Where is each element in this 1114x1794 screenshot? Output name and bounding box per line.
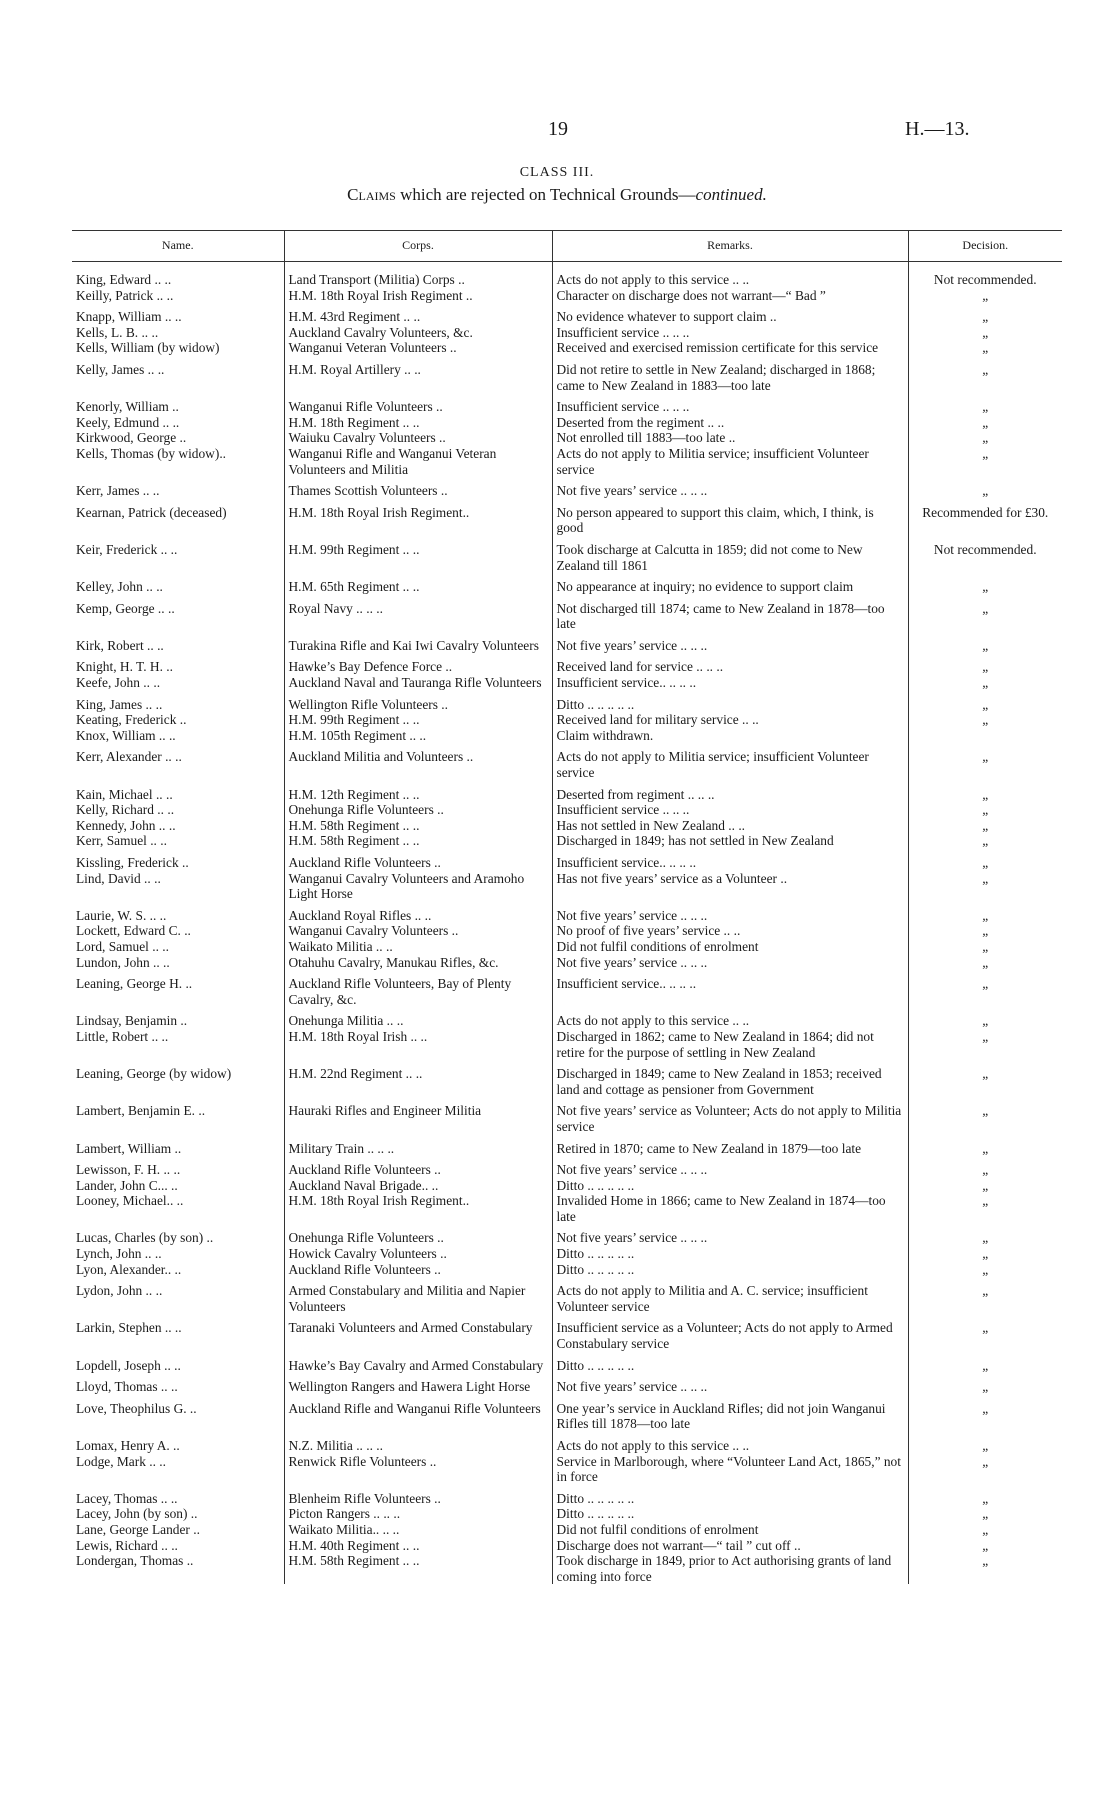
- cell-decision: „: [982, 399, 989, 415]
- cell-decision: [908, 728, 1062, 744]
- cell-corps: H.M. Royal Artillery .. ..: [284, 356, 552, 393]
- cell-corps: H.M. 58th Regiment .. ..: [284, 833, 552, 849]
- cell-name: Keely, Edmund .. ..: [72, 415, 284, 431]
- cell-decision: „: [982, 309, 989, 325]
- cell-remarks: Invalided Home in 1866; came to New Zealand in 1874—too late: [552, 1193, 908, 1224]
- cell-name: Lucas, Charles (by son) ..: [72, 1224, 284, 1246]
- cell-corps: Auckland Rifle and Wanganui Rifle Volunteers: [284, 1395, 552, 1432]
- cell-name: Keilly, Patrick .. ..: [72, 288, 284, 304]
- cell-name: Keir, Frederick .. ..: [72, 536, 284, 573]
- table-row: [72, 415, 1062, 431]
- cell-decision: „: [982, 430, 989, 446]
- cell-decision: „: [982, 855, 989, 870]
- cell-remarks: Not five years’ service .. .. ..: [552, 955, 908, 971]
- cell-remarks: Ditto .. .. .. .. ..: [552, 1352, 908, 1374]
- cell-decision: „: [982, 1537, 989, 1553]
- cell-decision: „: [982, 287, 989, 303]
- cell-corps: Waikato Militia.. .. ..: [284, 1522, 552, 1538]
- table-title: [0, 185, 1114, 205]
- cell-remarks: Discharged in 1862; came to New Zealand in 1864; did not retire for the purpose of settling in New Zealand: [552, 1029, 908, 1060]
- cell-remarks: Ditto .. .. .. .. ..: [552, 1178, 908, 1194]
- table-row: [72, 303, 1062, 325]
- page-number: 19: [548, 118, 568, 140]
- cell-name: Looney, Michael.. ..: [72, 1193, 284, 1224]
- table-row: [72, 1029, 1062, 1060]
- table-row: [72, 955, 1062, 971]
- cell-name: King, James .. ..: [72, 691, 284, 713]
- cell-remarks: No appearance at inquiry; no evidence to support claim: [552, 573, 908, 595]
- table-row: [72, 712, 1062, 728]
- cell-name: Kirkwood, George ..: [72, 430, 284, 446]
- cell-remarks: Did not fulfil conditions of enrolment: [552, 1522, 908, 1538]
- cell-decision: „: [982, 1246, 989, 1262]
- cell-decision: „: [982, 600, 989, 616]
- cell-name: Lopdell, Joseph .. ..: [72, 1352, 284, 1374]
- cell-decision: „: [982, 817, 989, 833]
- cell-remarks: Received and exercised remission certificate for this service: [552, 340, 908, 356]
- cell-name: Kennedy, John .. ..: [72, 818, 284, 834]
- cell-decision: „: [982, 1013, 989, 1029]
- column-header-decision: Decision.: [908, 231, 1062, 262]
- cell-corps: H.M. 99th Regiment .. ..: [284, 536, 552, 573]
- cell-decision: „: [982, 637, 989, 653]
- cell-decision: „: [982, 1453, 989, 1469]
- cell-name: Knox, William .. ..: [72, 728, 284, 744]
- cell-corps: Blenheim Rifle Volunteers ..: [284, 1485, 552, 1507]
- table-row: [72, 325, 1062, 341]
- cell-decision: „: [982, 1400, 989, 1416]
- table-row: [72, 691, 1062, 713]
- cell-corps: N.Z. Militia .. .. ..: [284, 1432, 552, 1454]
- cell-name: Lind, David .. ..: [72, 871, 284, 902]
- cell-corps: H.M. 99th Regiment .. ..: [284, 712, 552, 728]
- cell-corps: Waiuku Cavalry Volunteers ..: [284, 430, 552, 446]
- cell-name: King, Edward .. ..: [72, 272, 284, 288]
- table-row: [72, 1178, 1062, 1194]
- cell-decision: „: [982, 923, 989, 939]
- cell-decision: „: [982, 1521, 989, 1537]
- cell-decision: „: [982, 1357, 989, 1373]
- column-header-name: Name.: [72, 231, 284, 262]
- table-row: [72, 802, 1062, 818]
- cell-corps: Military Train .. .. ..: [284, 1135, 552, 1157]
- cell-corps: Wellington Rangers and Hawera Light Horse: [284, 1373, 552, 1395]
- cell-name: Lloyd, Thomas .. ..: [72, 1373, 284, 1395]
- cell-corps: Auckland Royal Rifles .. ..: [284, 902, 552, 924]
- cell-corps: H.M. 18th Royal Irish Regiment ..: [284, 288, 552, 304]
- claims-word: Claims: [347, 185, 396, 204]
- cell-remarks: Acts do not apply to this service .. ..: [552, 1007, 908, 1029]
- cell-corps: Howick Cavalry Volunteers ..: [284, 1246, 552, 1262]
- cell-decision: „: [982, 414, 989, 430]
- cell-decision: „: [982, 1177, 989, 1193]
- cell-name: Lynch, John .. ..: [72, 1246, 284, 1262]
- cell-remarks: Not five years’ service .. .. ..: [552, 1156, 908, 1178]
- cell-remarks: Has not settled in New Zealand .. ..: [552, 818, 908, 834]
- table-row: [72, 675, 1062, 691]
- cell-decision: „: [982, 1283, 989, 1299]
- cell-remarks: One year’s service in Auckland Rifles; did not join Wanganui Rifles till 1878—too late: [552, 1395, 908, 1432]
- cell-remarks: Insufficient service .. .. ..: [552, 393, 908, 415]
- cell-corps: Waikato Militia .. ..: [284, 939, 552, 955]
- table-row: [72, 1224, 1062, 1246]
- cell-decision: „: [982, 1320, 989, 1336]
- cell-decision: „: [982, 1028, 989, 1044]
- cell-name: Kells, L. B. .. ..: [72, 325, 284, 341]
- cell-name: Lockett, Edward C. ..: [72, 923, 284, 939]
- cell-decision: „: [982, 749, 989, 765]
- spacer-row: [72, 262, 1062, 273]
- cell-remarks: Discharged in 1849; came to New Zealand in 1853; received land and cottage as pensioner from Government: [552, 1060, 908, 1097]
- table-row: [72, 743, 1062, 780]
- cell-corps: Picton Rangers .. .. ..: [284, 1506, 552, 1522]
- cell-name: Lodge, Mark .. ..: [72, 1454, 284, 1485]
- cell-decision: „: [982, 696, 989, 712]
- cell-corps: Armed Constabulary and Militia and Napier Volunteers: [284, 1277, 552, 1314]
- table-row: [72, 1097, 1062, 1134]
- cell-decision: „: [982, 802, 989, 818]
- cell-decision: „: [982, 870, 989, 886]
- cell-remarks: Ditto .. .. .. .. ..: [552, 1506, 908, 1522]
- header-row: [72, 231, 1062, 262]
- cell-corps: Hauraki Rifles and Engineer Militia: [284, 1097, 552, 1134]
- cell-decision: „: [982, 1490, 989, 1506]
- cell-decision: „: [982, 786, 989, 802]
- cell-remarks: Character on discharge does not warrant—“ Bad ”: [552, 288, 908, 304]
- cell-decision: „: [982, 1553, 989, 1569]
- claims-continued: continued.: [695, 185, 767, 204]
- cell-name: Kemp, George .. ..: [72, 595, 284, 632]
- cell-decision: „: [982, 1379, 989, 1395]
- cell-remarks: Received land for military service .. ..: [552, 712, 908, 728]
- cell-decision: „: [982, 954, 989, 970]
- table-row: [72, 632, 1062, 654]
- cell-name: Kerr, Samuel .. ..: [72, 833, 284, 849]
- cell-name: Lindsay, Benjamin ..: [72, 1007, 284, 1029]
- cell-remarks: Insufficient service.. .. .. ..: [552, 675, 908, 691]
- cell-name: Lambert, Benjamin E. ..: [72, 1097, 284, 1134]
- cell-remarks: No proof of five years’ service .. ..: [552, 923, 908, 939]
- cell-corps: Renwick Rifle Volunteers ..: [284, 1454, 552, 1485]
- cell-remarks: Took discharge at Calcutta in 1859; did not come to New Zealand till 1861: [552, 536, 908, 573]
- cell-corps: H.M. 105th Regiment .. ..: [284, 728, 552, 744]
- cell-name: Kissling, Frederick ..: [72, 849, 284, 871]
- table-row: [72, 1506, 1062, 1522]
- cell-corps: H.M. 12th Regiment .. ..: [284, 781, 552, 803]
- cell-name: Kerr, James .. ..: [72, 477, 284, 499]
- cell-name: Lydon, John .. ..: [72, 1277, 284, 1314]
- cell-decision: „: [982, 833, 989, 849]
- cell-corps: Wanganui Rifle and Wanganui Veteran Volunteers and Militia: [284, 446, 552, 477]
- cell-remarks: Not five years’ service .. .. ..: [552, 1224, 908, 1246]
- table-row: [72, 272, 1062, 288]
- cell-decision: „: [982, 445, 989, 461]
- cell-decision: „: [982, 907, 989, 923]
- cell-remarks: Insufficient service.. .. .. ..: [552, 849, 908, 871]
- cell-name: Little, Robert .. ..: [72, 1029, 284, 1060]
- column-header-corps: Corps.: [284, 231, 552, 262]
- cell-decision: „: [982, 1162, 989, 1178]
- table-row: [72, 1262, 1062, 1278]
- cell-name: Larkin, Stephen .. ..: [72, 1314, 284, 1351]
- table-row: [72, 902, 1062, 924]
- cell-decision: Not recommended.: [933, 272, 1037, 287]
- cell-decision: „: [982, 483, 989, 499]
- cell-remarks: Has not five years’ service as a Volunteer ..: [552, 871, 908, 902]
- cell-remarks: Deserted from regiment .. .. ..: [552, 781, 908, 803]
- cell-corps: H.M. 18th Royal Irish .. ..: [284, 1029, 552, 1060]
- cell-decision: „: [982, 579, 989, 595]
- cell-corps: Wanganui Veteran Volunteers ..: [284, 340, 552, 356]
- cell-name: Kirk, Robert .. ..: [72, 632, 284, 654]
- cell-remarks: Ditto .. .. .. .. ..: [552, 1262, 908, 1278]
- cell-remarks: Service in Marlborough, where “Volunteer Land Act, 1865,” not in force: [552, 1454, 908, 1485]
- table-row: [72, 970, 1062, 1007]
- cell-remarks: Not discharged till 1874; came to New Zealand in 1878—too late: [552, 595, 908, 632]
- class-title: CLASS III.: [519, 165, 595, 180]
- table-row: [72, 871, 1062, 902]
- table-row: [72, 1352, 1062, 1374]
- cell-remarks: Insufficient service.. .. .. ..: [552, 970, 908, 1007]
- cell-decision: „: [982, 1438, 989, 1453]
- cell-remarks: Ditto .. .. .. .. ..: [552, 691, 908, 713]
- cell-corps: Auckland Cavalry Volunteers, &c.: [284, 325, 552, 341]
- cell-corps: H.M. 58th Regiment .. ..: [284, 1553, 552, 1584]
- table-row: [72, 1135, 1062, 1157]
- cell-name: Lacey, John (by son) ..: [72, 1506, 284, 1522]
- table-row: [72, 536, 1062, 573]
- cell-corps: Wellington Rifle Volunteers ..: [284, 691, 552, 713]
- cell-name: Kells, William (by widow): [72, 340, 284, 356]
- cell-corps: Taranaki Volunteers and Armed Constabulary: [284, 1314, 552, 1351]
- table-row: [72, 1538, 1062, 1554]
- cell-decision: Recommended for £30.: [922, 504, 1049, 520]
- cell-remarks: Acts do not apply to Militia service; insufficient Volunteer service: [552, 743, 908, 780]
- cell-decision: „: [982, 324, 989, 340]
- cell-decision: Not recommended.: [933, 541, 1037, 557]
- cell-remarks: Claim withdrawn.: [552, 728, 908, 744]
- table-row: [72, 477, 1062, 499]
- cell-corps: Hawke’s Bay Cavalry and Armed Constabulary: [284, 1352, 552, 1374]
- cell-name: Leaning, George H. ..: [72, 970, 284, 1007]
- cell-corps: Onehunga Rifle Volunteers ..: [284, 802, 552, 818]
- cell-name: Lyon, Alexander.. ..: [72, 1262, 284, 1278]
- table-row: [72, 1277, 1062, 1314]
- cell-remarks: Acts do not apply to Militia and A. C. service; insufficient Volunteer service: [552, 1277, 908, 1314]
- cell-remarks: Not five years’ service as Volunteer; Acts do not apply to Militia service: [552, 1097, 908, 1134]
- cell-name: Kerr, Alexander .. ..: [72, 743, 284, 780]
- cell-decision: „: [982, 659, 989, 675]
- table-row: [72, 1314, 1062, 1351]
- cell-corps: Auckland Rifle Volunteers ..: [284, 1262, 552, 1278]
- table-row: [72, 340, 1062, 356]
- cell-remarks: Did not fulfil conditions of enrolment: [552, 939, 908, 955]
- table-row: [72, 833, 1062, 849]
- table-row: [72, 288, 1062, 304]
- cell-corps: Auckland Naval and Tauranga Rifle Volunteers: [284, 675, 552, 691]
- cell-remarks: Not five years’ service .. .. ..: [552, 1373, 908, 1395]
- cell-name: Knight, H. T. H. ..: [72, 653, 284, 675]
- cell-corps: H.M. 65th Regiment .. ..: [284, 573, 552, 595]
- cell-remarks: Not five years’ service .. .. ..: [552, 477, 908, 499]
- cell-corps: Turakina Rifle and Kai Iwi Cavalry Volunteers: [284, 632, 552, 654]
- cell-remarks: Received land for service .. .. ..: [552, 653, 908, 675]
- cell-name: Kelly, Richard .. ..: [72, 802, 284, 818]
- cell-name: Lord, Samuel .. ..: [72, 939, 284, 955]
- cell-remarks: Deserted from the regiment .. ..: [552, 415, 908, 431]
- cell-name: Kelly, James .. ..: [72, 356, 284, 393]
- cell-remarks: Not five years’ service .. .. ..: [552, 902, 908, 924]
- cell-corps: Auckland Naval Brigade.. ..: [284, 1178, 552, 1194]
- cell-decision: „: [982, 1193, 989, 1209]
- cell-name: Lewisson, F. H. .. ..: [72, 1156, 284, 1178]
- cell-corps: H.M. 18th Royal Irish Regiment..: [284, 1193, 552, 1224]
- cell-name: Keefe, John .. ..: [72, 675, 284, 691]
- table-row: [72, 1246, 1062, 1262]
- cell-remarks: Ditto .. .. .. .. ..: [552, 1246, 908, 1262]
- cell-name: Kain, Michael .. ..: [72, 781, 284, 803]
- table-row: [72, 430, 1062, 446]
- cell-decision: „: [982, 712, 989, 728]
- table-row: [72, 653, 1062, 675]
- table-row: [72, 1553, 1062, 1584]
- cell-name: Lander, John C... ..: [72, 1178, 284, 1194]
- table-row: [72, 393, 1062, 415]
- cell-remarks: No evidence whatever to support claim ..: [552, 303, 908, 325]
- cell-name: Laurie, W. S. .. ..: [72, 902, 284, 924]
- cell-decision: „: [982, 938, 989, 954]
- document-reference: H.—13.: [905, 118, 970, 140]
- cell-remarks: Acts do not apply to this service .. ..: [552, 272, 908, 288]
- cell-remarks: Ditto .. .. .. .. ..: [552, 1485, 908, 1507]
- cell-corps: Royal Navy .. .. ..: [284, 595, 552, 632]
- cell-name: Keating, Frederick ..: [72, 712, 284, 728]
- cell-name: Lewis, Richard .. ..: [72, 1538, 284, 1554]
- cell-remarks: Insufficient service .. .. ..: [552, 325, 908, 341]
- cell-name: Lomax, Henry A. ..: [72, 1432, 284, 1454]
- cell-corps: Wanganui Rifle Volunteers ..: [284, 393, 552, 415]
- cell-remarks: Discharged in 1849; has not settled in New Zealand: [552, 833, 908, 849]
- cell-name: Leaning, George (by widow): [72, 1060, 284, 1097]
- cell-corps: H.M. 18th Royal Irish Regiment..: [284, 499, 552, 536]
- cell-corps: H.M. 40th Regiment .. ..: [284, 1538, 552, 1554]
- cell-name: Knapp, William .. ..: [72, 303, 284, 325]
- cell-corps: Land Transport (Militia) Corps ..: [284, 272, 552, 288]
- cell-corps: Onehunga Militia .. ..: [284, 1007, 552, 1029]
- table-row: [72, 1193, 1062, 1224]
- cell-corps: H.M. 58th Regiment .. ..: [284, 818, 552, 834]
- table-row: [72, 728, 1062, 744]
- table-row: [72, 446, 1062, 477]
- table-row: [72, 923, 1062, 939]
- cell-corps: H.M. 18th Regiment .. ..: [284, 415, 552, 431]
- cell-remarks: Discharge does not warrant—“ tail ” cut off ..: [552, 1538, 908, 1554]
- cell-remarks: Took discharge in 1849, prior to Act authorising grants of land coming into force: [552, 1553, 908, 1584]
- table-row: [72, 1373, 1062, 1395]
- cell-remarks: Retired in 1870; came to New Zealand in 1879—too late: [552, 1135, 908, 1157]
- cell-remarks: Insufficient service as a Volunteer; Acts do not apply to Armed Constabulary service: [552, 1314, 908, 1351]
- cell-corps: Otahuhu Cavalry, Manukau Rifles, &c.: [284, 955, 552, 971]
- cell-name: Lundon, John .. ..: [72, 955, 284, 971]
- claims-mid: which are rejected on Technical Grounds—: [395, 185, 696, 204]
- cell-remarks: Did not retire to settle in New Zealand; discharged in 1868; came to New Zealand in 1883—too late: [552, 356, 908, 393]
- cell-corps: Auckland Rifle Volunteers ..: [284, 1156, 552, 1178]
- cell-corps: Auckland Rifle Volunteers, Bay of Plenty Cavalry, &c.: [284, 970, 552, 1007]
- table-row: [72, 1156, 1062, 1178]
- table-body: [72, 262, 1062, 1585]
- column-header-remarks: Remarks.: [552, 231, 908, 262]
- cell-name: Kearnan, Patrick (deceased): [72, 499, 284, 536]
- cell-name: Love, Theophilus G. ..: [72, 1395, 284, 1432]
- cell-decision: „: [982, 1261, 989, 1277]
- cell-decision: „: [982, 340, 989, 356]
- table-row: [72, 781, 1062, 803]
- cell-name: Lacey, Thomas .. ..: [72, 1485, 284, 1507]
- cell-name: Kelley, John .. ..: [72, 573, 284, 595]
- table-row: [72, 818, 1062, 834]
- cell-corps: Wanganui Cavalry Volunteers ..: [284, 923, 552, 939]
- cell-remarks: Acts do not apply to this service .. ..: [552, 1432, 908, 1454]
- cell-corps: Hawke’s Bay Defence Force ..: [284, 653, 552, 675]
- cell-name: Londergan, Thomas ..: [72, 1553, 284, 1584]
- cell-name: Lambert, William ..: [72, 1135, 284, 1157]
- cell-corps: H.M. 22nd Regiment .. ..: [284, 1060, 552, 1097]
- table-row: [72, 1395, 1062, 1432]
- cell-decision: „: [982, 1140, 989, 1156]
- cell-decision: „: [982, 361, 989, 377]
- cell-corps: Thames Scottish Volunteers ..: [284, 477, 552, 499]
- cell-decision: „: [982, 1230, 989, 1246]
- cell-remarks: Not enrolled till 1883—too late ..: [552, 430, 908, 446]
- table-row: [72, 849, 1062, 871]
- table-row: [72, 499, 1062, 536]
- cell-remarks: Insufficient service .. .. ..: [552, 802, 908, 818]
- cell-corps: Auckland Militia and Volunteers ..: [284, 743, 552, 780]
- table-row: [72, 573, 1062, 595]
- table-row: [72, 939, 1062, 955]
- cell-name: Kenorly, William ..: [72, 393, 284, 415]
- cell-corps: Onehunga Rifle Volunteers ..: [284, 1224, 552, 1246]
- claims-table: [72, 230, 1062, 1584]
- cell-remarks: No person appeared to support this claim, which, I think, is good: [552, 499, 908, 536]
- cell-decision: „: [982, 976, 989, 992]
- cell-decision: „: [982, 1506, 989, 1522]
- table-row: [72, 356, 1062, 393]
- cell-corps: H.M. 43rd Regiment .. ..: [284, 303, 552, 325]
- table-row: [72, 1522, 1062, 1538]
- cell-remarks: Acts do not apply to Militia service; insufficient Volunteer service: [552, 446, 908, 477]
- cell-decision: „: [982, 1103, 989, 1119]
- table-row: [72, 1432, 1062, 1454]
- table-row: [72, 1485, 1062, 1507]
- cell-corps: Auckland Rifle Volunteers ..: [284, 849, 552, 871]
- cell-name: Lane, George Lander ..: [72, 1522, 284, 1538]
- cell-remarks: Not five years’ service .. .. ..: [552, 632, 908, 654]
- cell-name: Kells, Thomas (by widow)..: [72, 446, 284, 477]
- cell-corps: Wanganui Cavalry Volunteers and Aramoho Light Horse: [284, 871, 552, 902]
- table-row: [72, 1454, 1062, 1485]
- cell-decision: „: [982, 675, 989, 691]
- table-row: [72, 595, 1062, 632]
- table-row: [72, 1060, 1062, 1097]
- cell-decision: „: [982, 1066, 989, 1082]
- table-row: [72, 1007, 1062, 1029]
